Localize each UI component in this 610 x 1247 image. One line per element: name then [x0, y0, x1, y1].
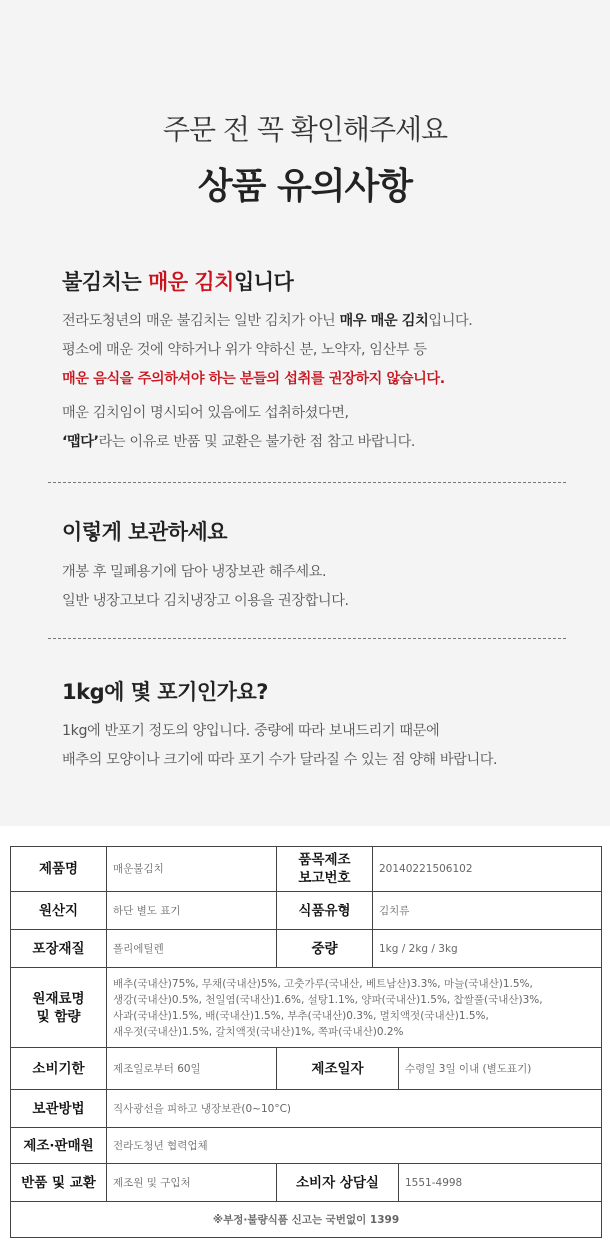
section-divider — [48, 482, 566, 483]
notice-title: 상품 유의사항 — [197, 166, 413, 207]
quantity-line-1: 1kg에 반포기 정도의 양입니다. 중량에 따라 보내드리기 때문에 — [62, 723, 440, 739]
returns-value: 제조원 및 구입처 — [107, 1164, 277, 1202]
line-emphasis: ‘맵다’ — [62, 434, 99, 450]
ingredients-label: 원재료명 및 함량 — [11, 968, 107, 1048]
line-text: 입니다. — [428, 313, 473, 329]
maker-value: 전라도청년 협력업체 — [107, 1128, 602, 1164]
table-row — [11, 1128, 602, 1164]
maker-label: 제조·판매원 — [11, 1128, 107, 1164]
packaging-label: 포장재질 — [11, 930, 107, 968]
weight-label: 중량 — [277, 930, 373, 968]
storage-line-1: 개봉 후 밀폐용기에 담아 냉장보관 해주세요. — [62, 564, 327, 580]
line-emphasis: 매우 매운 김치 — [339, 313, 429, 329]
table-row — [11, 892, 602, 930]
food-type-value: 김치류 — [373, 892, 602, 930]
report-footnote: ※부정·불량식품 신고는 국번없이 1399 — [11, 1202, 602, 1238]
ingredients-line: 생강(국내산)0.5%, 천일염(국내산)1.6%, 설탕1.1%, 양파(국내산)1.5%, 찹쌀풀(국내산)3%, — [113, 993, 543, 1006]
origin-label: 원산지 — [11, 892, 107, 930]
quantity-line-2: 배추의 모양이나 크기에 따라 포기 수가 달라질 수 있는 점 양해 바랍니다. — [62, 752, 498, 768]
table-row — [11, 968, 602, 1048]
report-no-value: 20140221506102 — [373, 847, 602, 892]
food-type-label: 식품유형 — [277, 892, 373, 930]
expiry-value: 제조일로부터 60일 — [107, 1048, 277, 1090]
product-name-label: 제품명 — [11, 847, 107, 892]
heading-text: 입니다 — [233, 270, 294, 294]
product-name-value: 매운불김치 — [107, 847, 277, 892]
ingredients-value — [107, 968, 602, 1048]
table-row — [11, 1090, 602, 1128]
spicy-line-4: 매운 김치임이 명시되어 있음에도 섭취하셨다면, — [62, 405, 349, 421]
packaging-value: 폴리에틸렌 — [107, 930, 277, 968]
product-info-table — [10, 846, 602, 1238]
spicy-line-2: 평소에 매운 것에 약하거나 위가 약하신 분, 노약자, 임산부 등 — [62, 342, 427, 358]
heading-text: 불김치는 — [62, 270, 148, 294]
table-row — [11, 1048, 602, 1090]
spicy-line-1 — [62, 310, 472, 330]
returns-label: 반품 및 교환 — [11, 1164, 107, 1202]
section-heading-storage: 이렇게 보관하세요 — [62, 520, 228, 544]
consult-value: 1551-4998 — [399, 1164, 602, 1202]
mfg-date-value: 수령일 3일 이내 (별도표기) — [399, 1048, 602, 1090]
table-row — [11, 847, 602, 892]
spicy-warning-line: 매운 음식을 주의하셔야 하는 분들의 섭취를 권장하지 않습니다. — [62, 371, 445, 387]
ingredients-line: 사과(국내산)1.5%, 배(국내산)1.5%, 부추(국내산)0.3%, 멸치액젓(국내산)1.5%, — [113, 1009, 489, 1022]
table-row — [11, 1164, 602, 1202]
section-heading-quantity: 1kg에 몇 포기인가요? — [62, 680, 268, 704]
ingredients-line: 배추(국내산)75%, 무채(국내산)5%, 고춧가루(국내산, 베트남산)3.3%, 마늘(국내산)1.5%, — [113, 977, 533, 990]
storage-line-2: 일반 냉장고보다 김치냉장고 이용을 권장합니다. — [62, 593, 349, 609]
line-text: 전라도청년의 매운 불김치는 일반 김치가 아닌 — [62, 313, 340, 329]
ingredients-line: 새우젓(국내산)1.5%, 갈치액젓(국내산)1%, 쪽파(국내산)0.2% — [113, 1025, 404, 1038]
origin-value: 하단 별도 표기 — [107, 892, 277, 930]
storage-label: 보관방법 — [11, 1090, 107, 1128]
table-row — [11, 930, 602, 968]
section-divider — [48, 638, 566, 639]
section-heading-spicy — [62, 266, 293, 296]
mfg-date-label: 제조일자 — [277, 1048, 399, 1090]
spicy-line-5 — [62, 431, 415, 451]
line-text: 라는 이유로 반품 및 교환은 불가한 점 참고 바랍니다. — [98, 434, 415, 450]
table-row — [11, 1202, 602, 1238]
report-no-label: 품목제조 보고번호 — [277, 847, 373, 892]
weight-value: 1kg / 2kg / 3kg — [373, 930, 602, 968]
notice-subtitle: 주문 전 꼭 확인해주세요 — [162, 113, 448, 146]
storage-value: 직사광선을 피하고 냉장보관(0~10°C) — [107, 1090, 602, 1128]
expiry-label: 소비기한 — [11, 1048, 107, 1090]
consult-label: 소비자 상담실 — [277, 1164, 399, 1202]
heading-highlight: 매운 김치 — [147, 270, 234, 294]
